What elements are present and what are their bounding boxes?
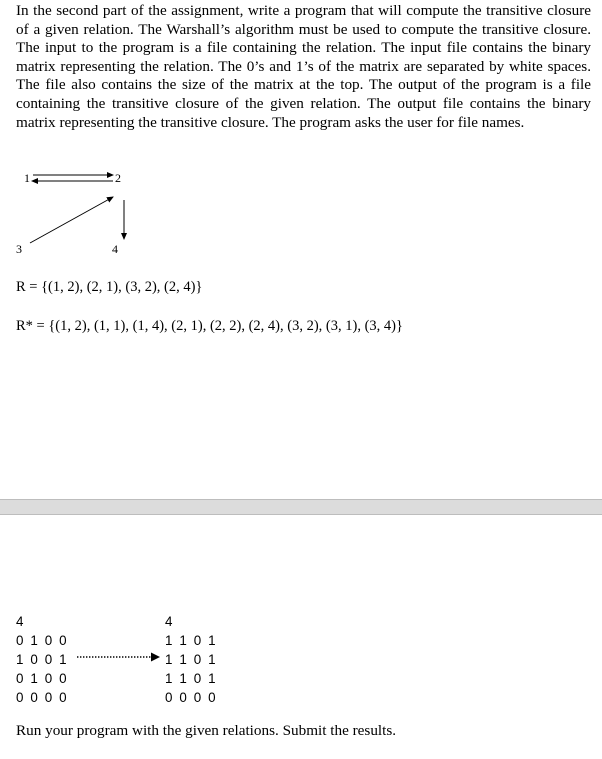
relation-r: R = {(1, 2), (2, 1), (3, 2), (2, 4)} xyxy=(16,279,203,295)
relation-graph xyxy=(0,160,200,260)
input-matrix xyxy=(16,612,68,707)
dotted-arrow-icon xyxy=(75,650,161,664)
output-matrix-size: 4 xyxy=(165,614,175,629)
relation-r-star: R* = {(1, 2), (1, 1), (1, 4), (2, 1), (2, 2), (2, 4), (3, 2), (3, 1), (3, 4)} xyxy=(16,318,403,334)
graph-node-2: 2 xyxy=(115,171,121,185)
input-matrix-row: 0 1 0 0 xyxy=(16,633,69,648)
graph-node-3: 3 xyxy=(16,242,22,256)
page-separator xyxy=(0,499,602,515)
output-matrix-row: 0 0 0 0 xyxy=(165,690,218,705)
input-matrix-row: 0 0 0 0 xyxy=(16,690,69,705)
graph-node-4: 4 xyxy=(112,242,118,256)
output-matrix-row: 1 1 0 1 xyxy=(165,671,218,686)
closing-instruction: Run your program with the given relations. Submit the results. xyxy=(16,722,397,739)
graph-node-1: 1 xyxy=(24,171,30,185)
input-matrix-row: 0 1 0 0 xyxy=(16,671,69,686)
output-matrix-row: 1 1 0 1 xyxy=(165,633,218,648)
edge-3-to-2 xyxy=(30,197,113,243)
output-matrix-row: 1 1 0 1 xyxy=(165,652,218,667)
output-matrix xyxy=(165,612,217,707)
input-matrix-row: 1 0 0 1 xyxy=(16,652,69,667)
input-matrix-size: 4 xyxy=(16,614,26,629)
intro-paragraph: In the second part of the assignment, write a program that will compute the transitive closure of a given relation. The Warshall’s algorithm must be used to compute the transitive closure. The input to the program is a file containing the relation. The input file contains the binary matrix representing the relation. The 0’s and 1’s of the matrix are separated by white spaces. The file also contains the size of the matrix at the top. The output of the program is a file containing the transitive closure of the given relation. The output file contains the binary matrix representing the transitive closure. The program asks the user for file names. xyxy=(16,2,591,131)
